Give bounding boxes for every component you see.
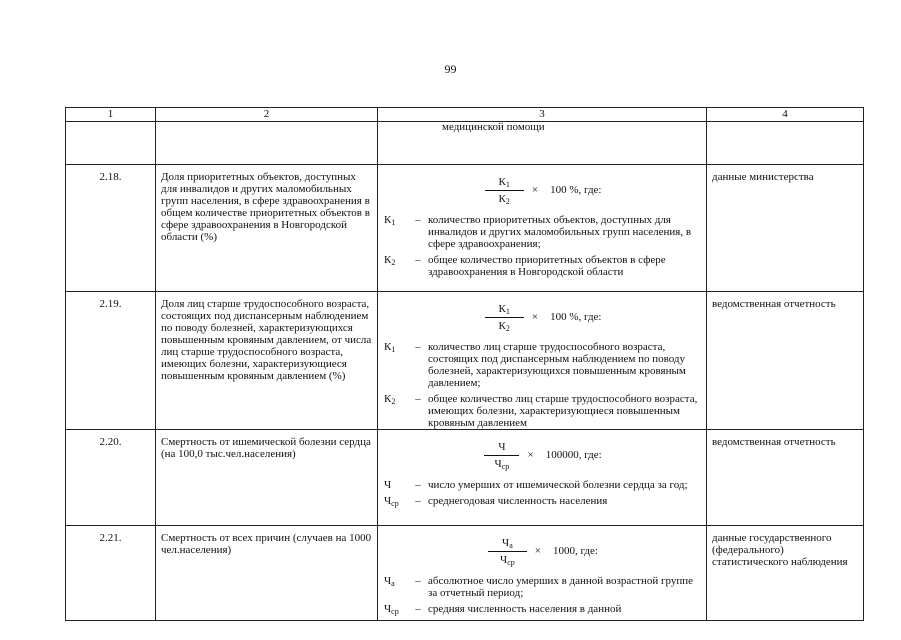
table-row: [66, 165, 864, 292]
symbol: Ч: [384, 603, 392, 615]
definition-dash: –: [415, 214, 421, 226]
row-number: 2.20.: [66, 430, 156, 526]
definition-dash: –: [415, 254, 421, 266]
symbol: Ч: [384, 495, 392, 507]
subscript: ср: [507, 557, 515, 567]
indicator-name: Доля приоритетных объектов, доступных для инвалидов и других маломобильных групп населения, в сфере здравоохранения в общем количестве приоритетных объектов в сфере здравоохранения в Новгородской области (%): [156, 165, 378, 292]
definition-symbol: [384, 575, 408, 599]
data-source: ведомственная отчетность: [707, 292, 864, 430]
subscript: а: [509, 540, 513, 550]
subscript: ср: [391, 499, 399, 508]
symbol: К: [498, 175, 506, 188]
definition-dash: –: [415, 575, 421, 587]
definition-text: число умерших от ишемической болезни сердца за год;: [428, 479, 688, 491]
row-number: 2.21.: [66, 526, 156, 621]
indicator-name: Доля лиц старше трудоспособного возраста, состоящих под диспансерным наблюдением по поводу болезней, характеризующихся повышенным кровяным давлением, от числа лиц старше трудоспособного возраста, имеющих болезни, характеризующиеся повышенным кровяным давлением (%): [156, 292, 378, 430]
symbol: Ч: [498, 440, 506, 453]
fraction: [485, 303, 524, 332]
formula-tail: 100 %, где:: [550, 184, 602, 196]
fraction: [484, 441, 519, 470]
multiply-sign: ×: [527, 449, 534, 461]
symbol: Ч: [384, 575, 392, 587]
definition-dash: –: [415, 603, 421, 615]
subscript: 1: [505, 306, 510, 316]
definition-text: количество лиц старше трудоспособного возраста, состоящих под диспансерным наблюдением по поводу болезней, характеризующихся повышенным кровяным давлением;: [428, 341, 686, 389]
multiply-sign: ×: [531, 311, 539, 323]
cell-empty: [707, 122, 864, 165]
definition-symbol: [384, 341, 408, 389]
formula-tail: 100 %, где:: [550, 311, 602, 323]
formula-tail: 100000, где:: [545, 449, 602, 461]
fraction-denominator: [500, 552, 515, 566]
definition: [384, 214, 702, 250]
definition: [384, 254, 702, 278]
subscript: 2: [391, 397, 396, 406]
subscript: 1: [391, 345, 396, 354]
cell-empty: [156, 122, 378, 165]
column-header: 4: [707, 108, 864, 122]
definition-symbol: [384, 254, 408, 278]
fraction-denominator: [499, 191, 510, 205]
definition: [384, 393, 702, 429]
table-row: [66, 526, 864, 621]
indicator-name: Смертность от всех причин (случаев на 1000 чел.населения): [156, 526, 378, 621]
formula: [384, 297, 702, 337]
subscript: 2: [505, 196, 510, 206]
symbol: Ч: [384, 479, 392, 491]
table-row: [66, 430, 864, 526]
definition-text: средняя численность населения в данной: [428, 603, 622, 615]
calculation-method: [378, 430, 707, 526]
definition-text: среднегодовая численность населения: [428, 495, 608, 507]
indicator-name: Смертность от ишемической болезни сердца (на 100,0 тыс.чел.населения): [156, 430, 378, 526]
calculation-method: [378, 292, 707, 430]
formula-tail: 1000, где:: [552, 545, 598, 557]
definition-dash: –: [415, 479, 421, 491]
formula: [384, 531, 702, 571]
symbol: Ч: [500, 553, 508, 566]
definition-dash: –: [415, 393, 421, 405]
symbol: К: [384, 214, 392, 226]
data-source: данные государственного (федерального) статистического наблюдения: [707, 526, 864, 621]
fraction: [485, 176, 524, 205]
definition-text: количество приоритетных объектов, доступных для инвалидов и других маломобильных групп населения, в сфере здравоохранения;: [428, 214, 692, 250]
continuation-text: медицинской помощи: [378, 122, 707, 165]
subscript: ср: [501, 461, 510, 471]
subscript: 1: [391, 218, 396, 227]
column-header: 3: [378, 108, 707, 122]
definition: [384, 341, 702, 389]
formula: [384, 435, 702, 475]
table-row: [66, 292, 864, 430]
definition-dash: –: [415, 495, 421, 507]
data-source: ведомственная отчетность: [707, 430, 864, 526]
subscript: 1: [505, 179, 510, 189]
subscript: ср: [391, 607, 399, 616]
formula: [384, 170, 702, 210]
fraction-numerator: [485, 176, 524, 191]
page-number: 99: [444, 62, 457, 76]
calculation-method: [378, 526, 707, 621]
symbol: К: [498, 302, 506, 315]
fraction-numerator: [484, 441, 519, 456]
definition-text: общее количество лиц старше трудоспособного возраста, имеющих болезни, характеризующиеся повышенным кровяным давлением: [428, 393, 698, 429]
row-number: 2.19.: [66, 292, 156, 430]
calculation-method: [378, 165, 707, 292]
symbol: К: [498, 319, 506, 332]
fraction-numerator: [488, 537, 527, 552]
definition-symbol: [384, 393, 408, 429]
subscript: а: [391, 579, 395, 588]
fraction-denominator: [499, 318, 510, 332]
fraction-denominator: [495, 456, 510, 470]
subscript: 2: [391, 258, 396, 267]
symbol: Ч: [494, 457, 502, 470]
table-row: [66, 122, 864, 165]
definition-symbol: [384, 214, 408, 250]
symbol: К: [384, 341, 392, 353]
definition: [384, 495, 702, 507]
fraction: [488, 537, 527, 566]
fraction-numerator: [485, 303, 524, 318]
symbol: Ч: [502, 536, 510, 549]
row-number: 2.18.: [66, 165, 156, 292]
definition: [384, 479, 702, 491]
multiply-sign: ×: [531, 184, 539, 196]
subscript: 2: [505, 323, 510, 333]
multiply-sign: ×: [534, 545, 541, 557]
column-header: 2: [156, 108, 378, 122]
definition: [384, 603, 702, 615]
definition: [384, 575, 702, 599]
definition-symbol: [384, 603, 408, 615]
cell-empty: [66, 122, 156, 165]
table-header-row: [66, 108, 864, 122]
data-source: данные министерства: [707, 165, 864, 292]
definition-text: общее количество приоритетных объектов в сфере здравоохранения в Новгородской области: [428, 254, 666, 278]
symbol: К: [384, 393, 392, 405]
definition-dash: –: [415, 341, 421, 353]
symbol: К: [384, 254, 392, 266]
definition-text: абсолютное число умерших в данной возрастной группе за отчетный период;: [428, 575, 693, 599]
definition-symbol: [384, 479, 408, 491]
definition-symbol: [384, 495, 408, 507]
indicators-table: [65, 107, 864, 621]
symbol: К: [498, 192, 506, 205]
column-header: 1: [66, 108, 156, 122]
